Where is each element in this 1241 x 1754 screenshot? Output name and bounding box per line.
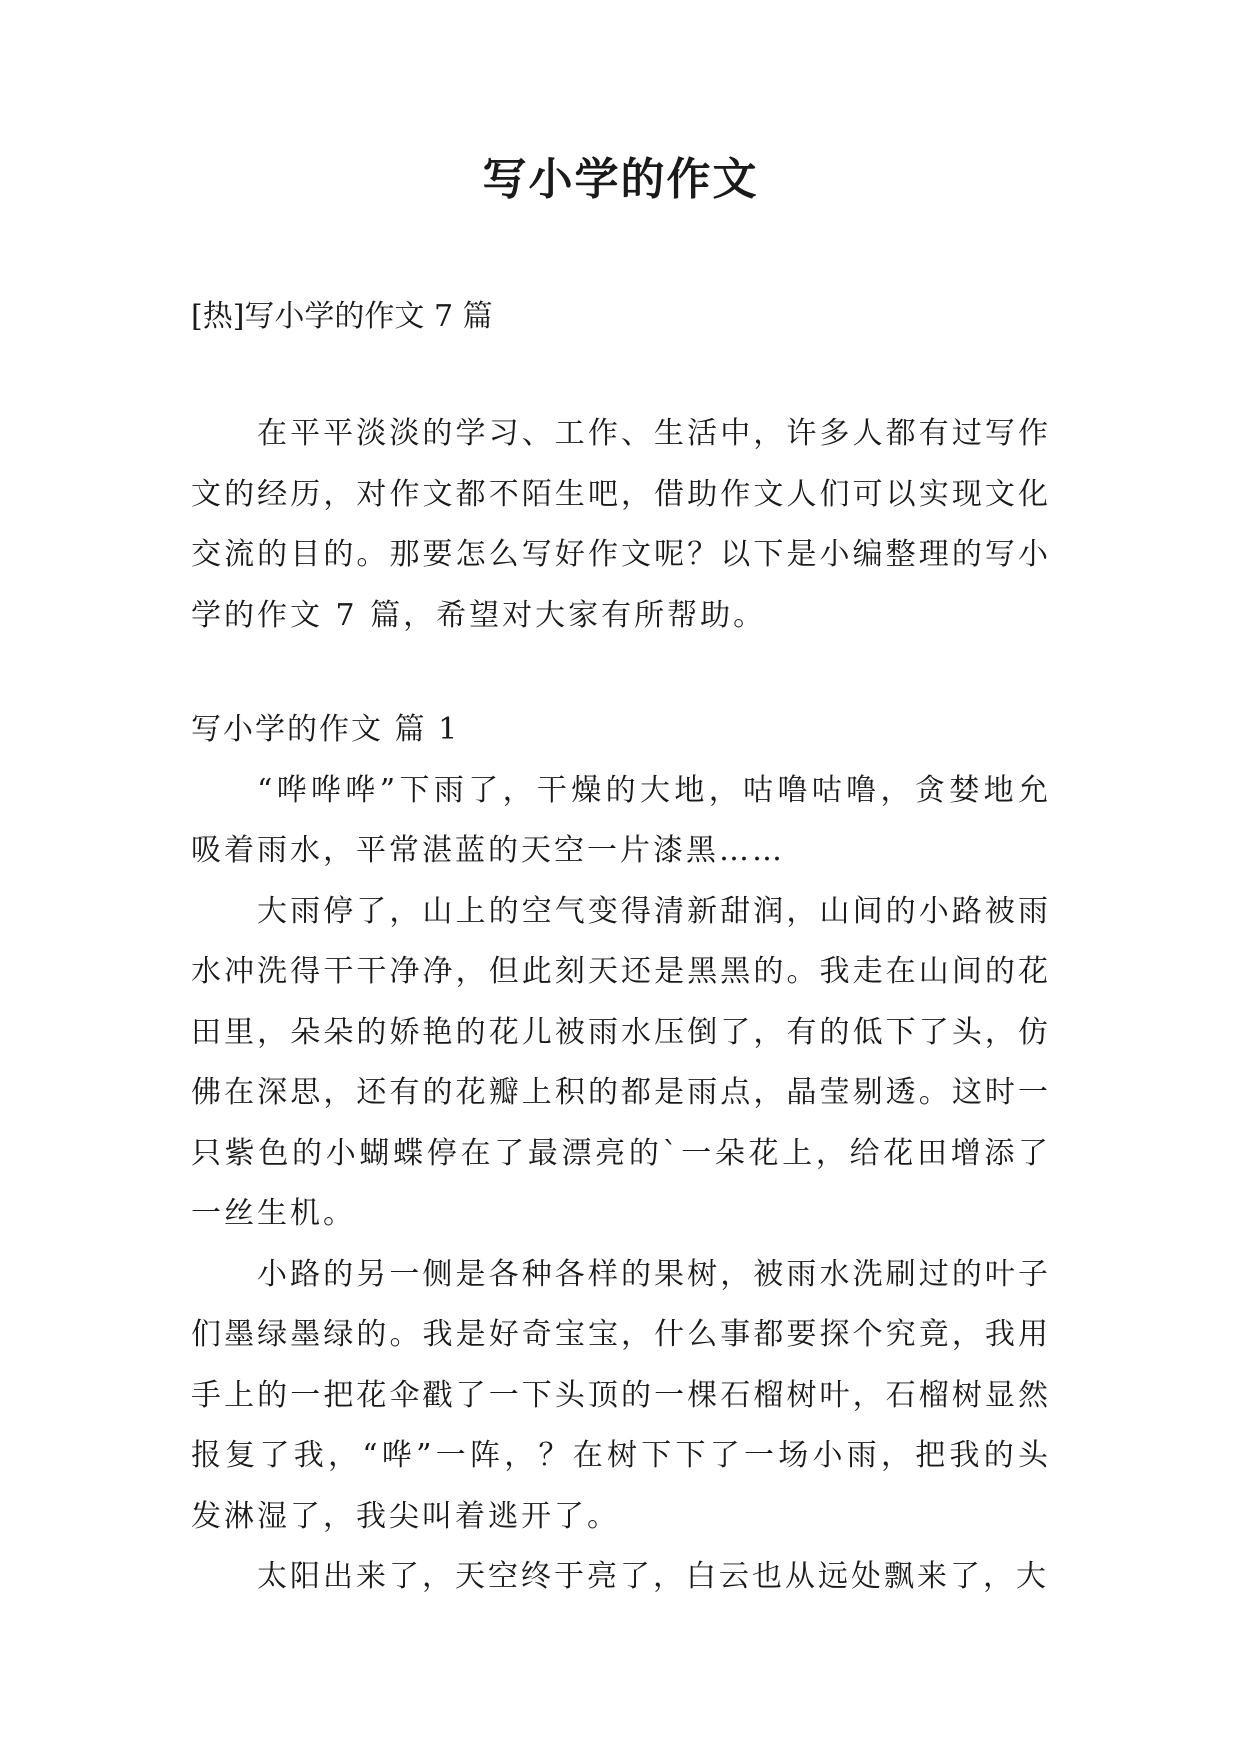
paragraph: 太阳出来了，天空终于亮了，白云也从远处飘来了，大 [257,1559,1049,1594]
page-title: 写小学的作文 [482,154,759,205]
section-1 [191,700,1051,1608]
paragraph: 大雨停了，山上的空气变得清新甜润，山间的小路被雨水冲洗得干干净净，但此刻天还是黑黑的。我走在山间的花田里，朵朵的娇艳的花儿被雨水压倒了，有的低下了头，仿佛在深思，还有的花瓣上积的都是雨点，晶莹剔透。这时一只紫色的小蝴蝶停在了最漂亮的`一朵花上，给花田增添了一丝生机。 [191,893,1051,1231]
paragraph: “哗哗哗”下雨了，干燥的大地，咕噜咕噜，贪婪地允吸着雨水，平常湛蓝的天空一片漆黑…… [191,772,1051,868]
intro-block [191,404,1051,646]
section-heading: 写小学的作文 篇 1 [191,712,460,747]
document-subtitle: [热]写小学的作文 7 篇 [191,299,493,334]
paragraph: 小路的另一侧是各种各样的果树，被雨水洗刷过的叶子们墨绿墨绿的。我是好奇宝宝，什么事都要探个究竟，我用手上的一把花伞戳了一下头顶的一棵石榴树叶，石榴树显然报复了我，“哗”一阵，？在树下下了一场小雨，把我的头发淋湿了，我尖叫着逃开了。 [191,1256,1051,1534]
intro-paragraph: 在平平淡淡的学习、工作、生活中，许多人都有过写作文的经历，对作文都不陌生吧，借助作文人们可以实现文化交流的目的。那要怎么写好作文呢？以下是小编整理的写小学的作文 7 篇，希望对大家有所帮助。 [191,416,1051,633]
